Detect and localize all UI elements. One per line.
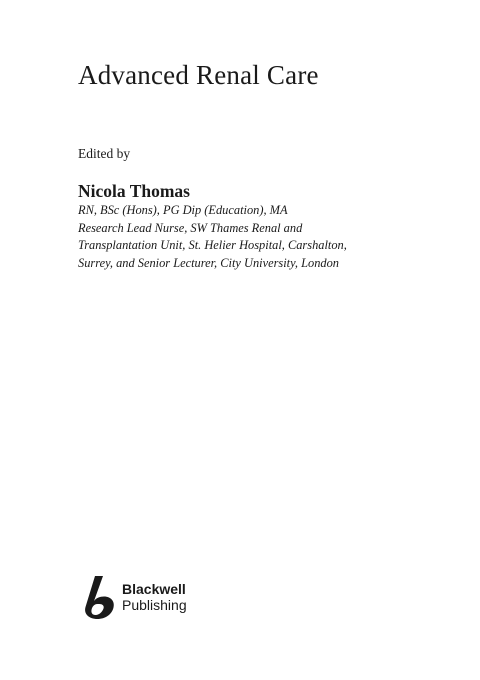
edited-by-label: Edited by — [78, 146, 131, 161]
publisher-name-line-1: Blackwell — [122, 581, 186, 597]
credentials-line-unit: Transplantation Unit, St. Helier Hospital, Carshalton, — [78, 238, 347, 253]
book-title: Advanced Renal Care — [78, 60, 319, 90]
publisher-name — [122, 581, 187, 613]
credentials-line-university: Surrey, and Senior Lecturer, City University, London — [78, 255, 339, 270]
credentials-line-qualifications: RN, BSc (Hons), PG Dip (Education), MA — [78, 203, 288, 217]
editor-name: Nicola Thomas — [78, 181, 190, 201]
publisher-imprint — [78, 574, 187, 620]
publisher-name-line-2: Publishing — [122, 597, 187, 613]
credentials-line-position: Research Lead Nurse, SW Thames Renal and — [78, 220, 303, 235]
editor-credentials — [78, 202, 468, 272]
blackwell-b-logo-icon — [78, 574, 120, 620]
